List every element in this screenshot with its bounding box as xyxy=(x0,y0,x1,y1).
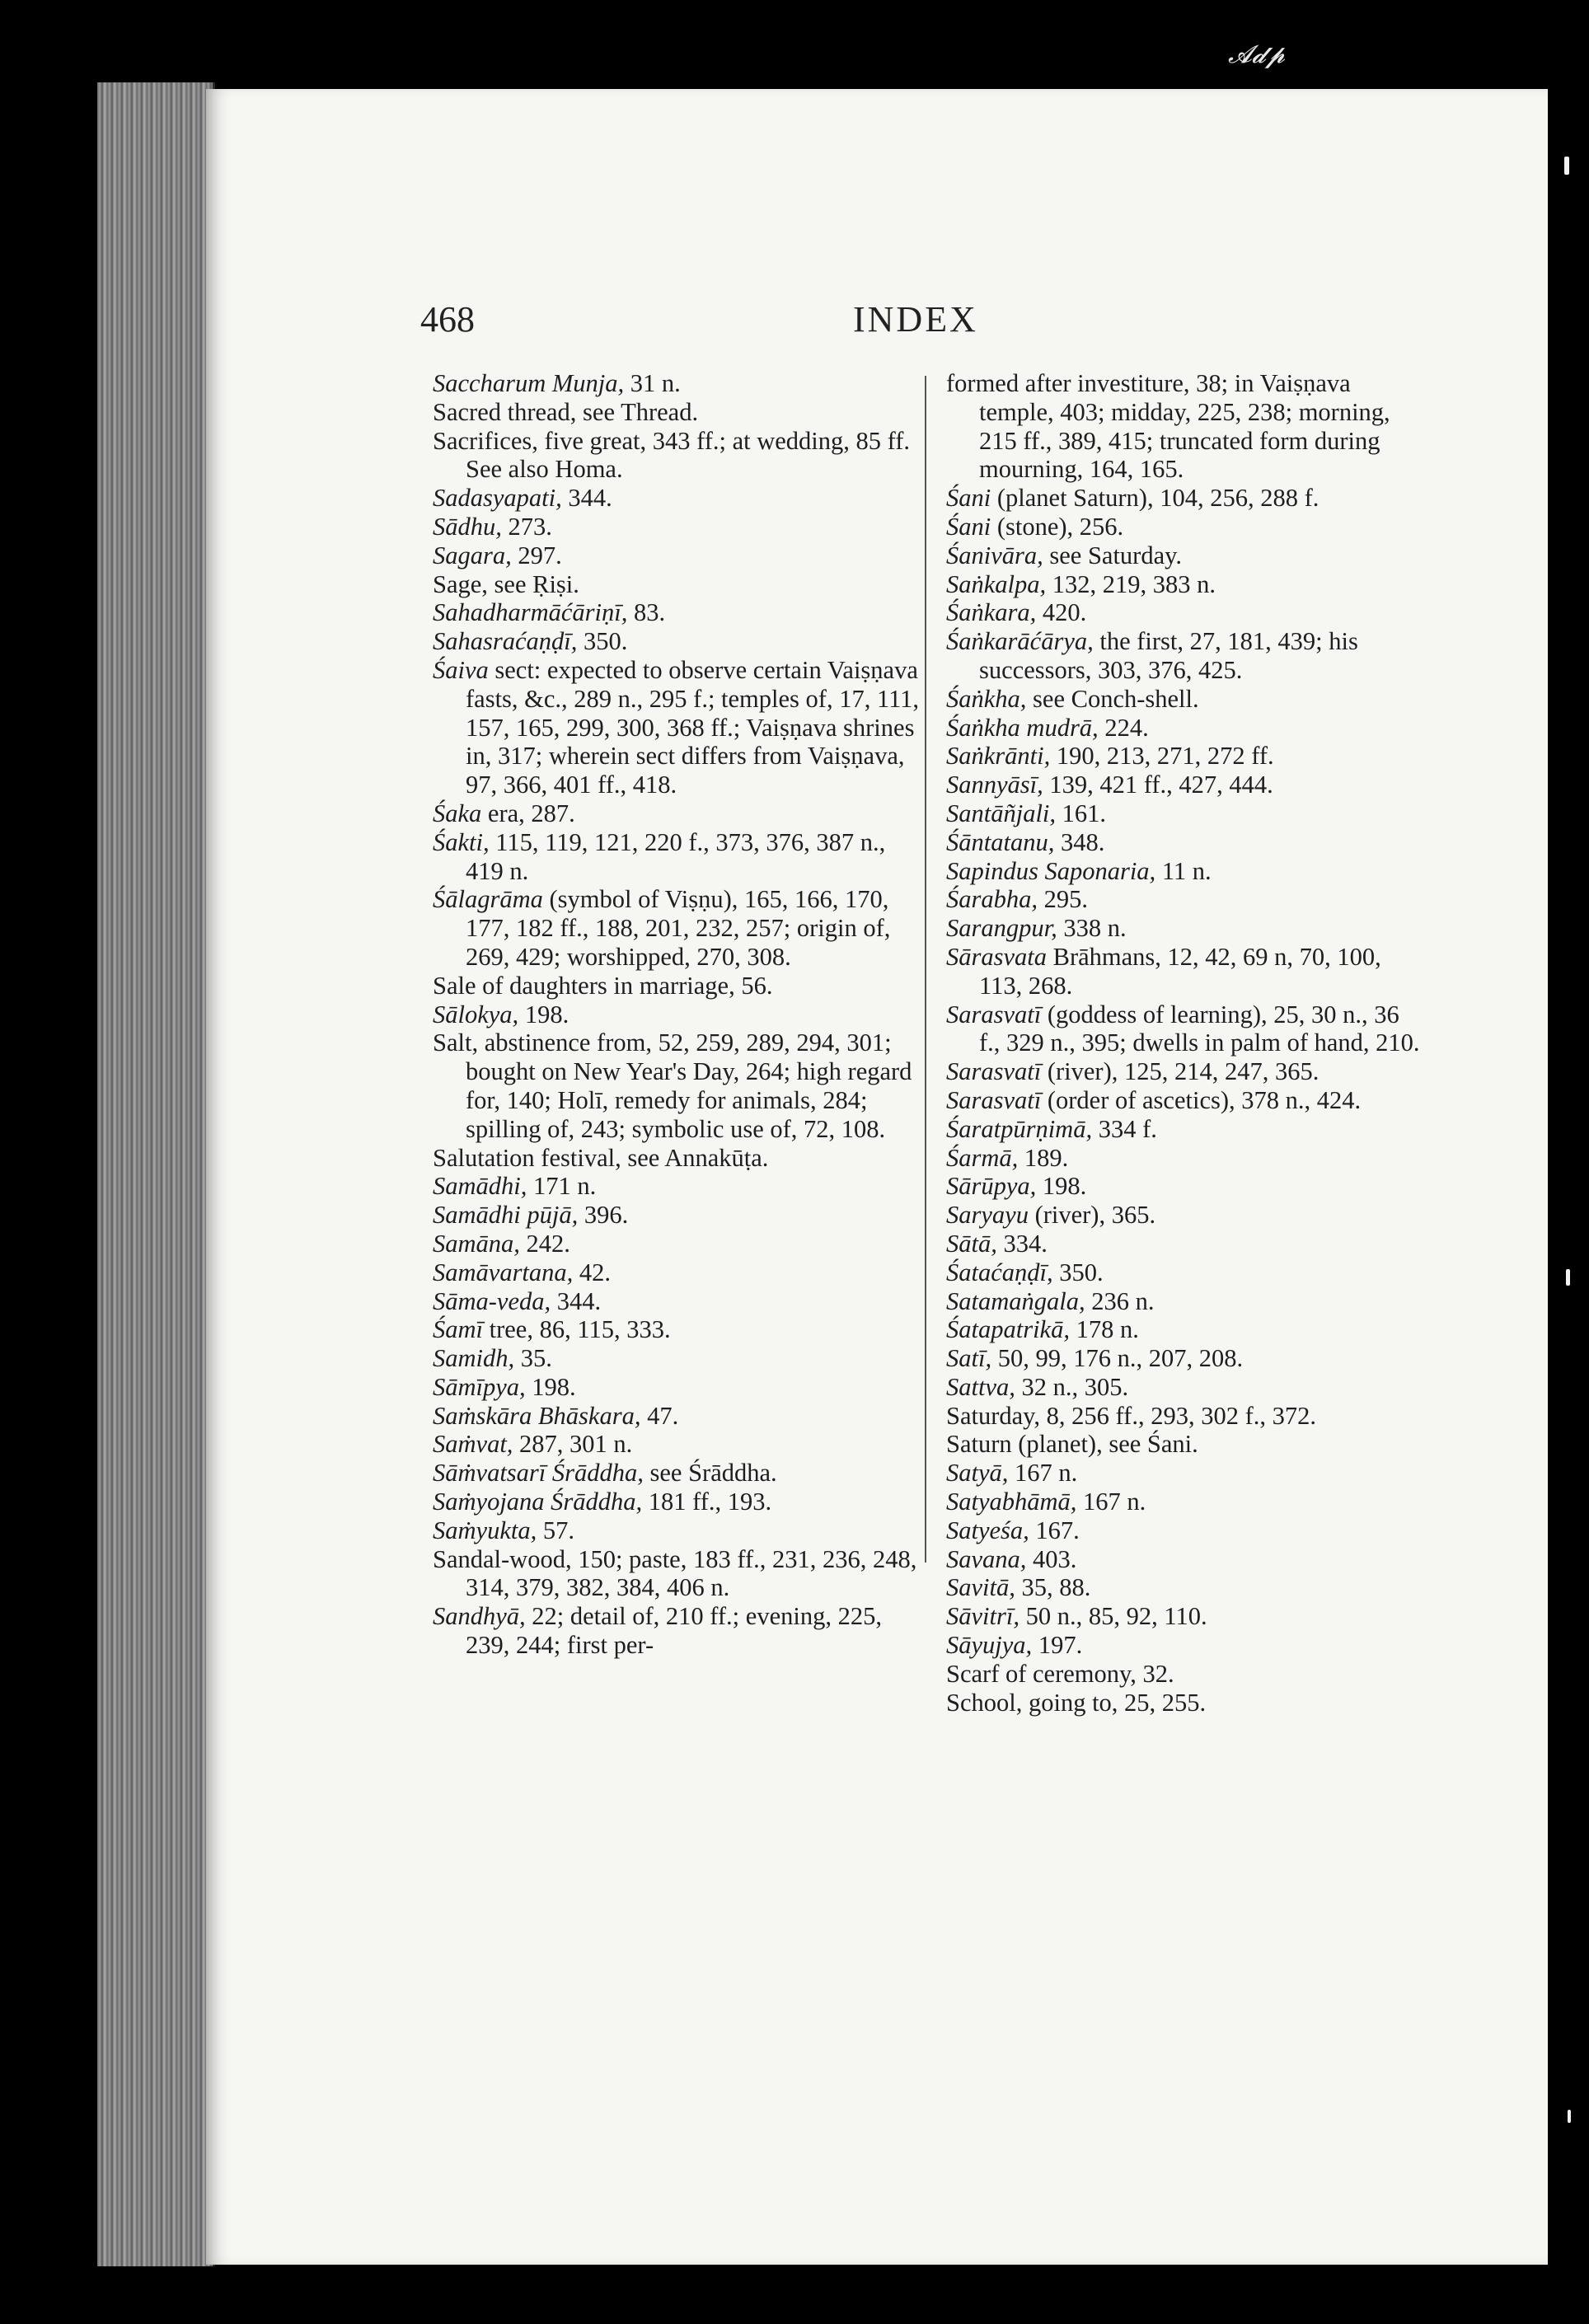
index-locators: 11 n. xyxy=(1155,856,1212,885)
index-entry xyxy=(946,1602,1420,1631)
index-term: Śālagrāma xyxy=(433,885,543,914)
index-term: Śaṅkha mudrā, xyxy=(946,713,1099,742)
index-entry xyxy=(946,1000,1420,1058)
index-locators: 198. xyxy=(1036,1172,1087,1201)
index-entry xyxy=(946,484,1420,513)
index-locators: 161. xyxy=(1056,799,1107,827)
index-entry xyxy=(946,1287,1420,1316)
index-column-left xyxy=(433,369,927,1660)
index-locators: Sale of daughters in marriage, 56. xyxy=(433,971,773,1000)
index-term: Sarasvatī xyxy=(946,1000,1042,1028)
index-term: Satyeśa, xyxy=(946,1516,1029,1544)
index-term: Śarabha, xyxy=(946,885,1038,914)
index-term: Śakti, xyxy=(433,827,490,856)
index-entry xyxy=(433,828,927,886)
index-term: Śataćaṇḍī, xyxy=(946,1258,1053,1286)
index-term: Satyā, xyxy=(946,1459,1009,1488)
index-entry xyxy=(433,427,927,485)
index-locators: Salt, abstinence from, 52, 259, 289, 294, 301; bought on New Year's Day, 264; high regard for, 140; Holī, remedy for animals, 284; spilling of, 243; symbolic use of, 72, 108. xyxy=(433,1028,912,1143)
index-entry xyxy=(946,799,1420,828)
index-locators: 197. xyxy=(1032,1631,1083,1660)
index-locators: 167 n. xyxy=(1008,1459,1078,1488)
index-locators: (river), 365. xyxy=(1028,1201,1156,1230)
index-entry xyxy=(433,1201,927,1230)
index-entry xyxy=(946,857,1420,886)
index-entry xyxy=(433,1545,927,1603)
index-locators: the first, 27, 181, 439; his successors, 303, 376, 425. xyxy=(979,627,1358,684)
index-entry xyxy=(946,369,1420,484)
index-locators: 420. xyxy=(1036,598,1087,627)
index-locators: Scarf of ceremony, 32. xyxy=(946,1659,1174,1688)
index-locators: 273. xyxy=(501,512,552,541)
index-locators: 57. xyxy=(537,1516,574,1544)
index-entry xyxy=(946,914,1420,943)
running-head: INDEX xyxy=(853,299,978,340)
index-term: Śani xyxy=(946,484,991,513)
index-locators: see Śrāddha. xyxy=(643,1459,777,1488)
index-locators: 338 n. xyxy=(1057,914,1127,943)
index-entry xyxy=(946,1086,1420,1115)
index-entry xyxy=(433,1488,927,1516)
index-locators: 224. xyxy=(1098,713,1149,742)
index-entry xyxy=(946,1689,1420,1717)
index-column-right xyxy=(946,369,1420,1717)
index-entry xyxy=(433,1000,927,1029)
index-locators: 35, 88. xyxy=(1015,1573,1091,1602)
index-entry xyxy=(946,1115,1420,1144)
index-entry xyxy=(946,1344,1420,1373)
index-entry xyxy=(946,1459,1420,1488)
index-entry xyxy=(946,685,1420,714)
index-entry xyxy=(433,1430,927,1459)
index-term: Samāna, xyxy=(433,1229,520,1258)
index-locators: 198. xyxy=(525,1372,576,1401)
index-entry xyxy=(946,1573,1420,1602)
index-entry xyxy=(946,1402,1420,1431)
index-term: Sadasyapati, xyxy=(433,484,562,513)
index-locators: 236 n. xyxy=(1085,1286,1155,1315)
index-term: Sātā, xyxy=(946,1229,997,1258)
index-term: Sahasraćaṇḍī, xyxy=(433,627,578,656)
index-locators: 83. xyxy=(627,598,666,627)
index-locators: 190, 213, 271, 272 ff. xyxy=(1050,742,1274,771)
index-entry xyxy=(946,1631,1420,1660)
index-term: Śarmā, xyxy=(946,1143,1019,1172)
index-locators: Sage, see Ṛiṣi. xyxy=(433,569,579,598)
index-entry xyxy=(946,1545,1420,1574)
index-term: Sāmīpya, xyxy=(433,1372,526,1401)
index-entry xyxy=(433,1230,927,1258)
index-locators: 334. xyxy=(996,1229,1048,1258)
index-locators: 242. xyxy=(519,1229,570,1258)
index-entry xyxy=(433,627,927,656)
index-locators: Salutation festival, see Annakūṭa. xyxy=(433,1143,769,1172)
index-entry xyxy=(946,1315,1420,1344)
index-term: Saṁyukta, xyxy=(433,1516,537,1544)
index-term: Saṁvat, xyxy=(433,1430,513,1459)
index-term: Saṅkrānti, xyxy=(946,742,1051,771)
index-entry xyxy=(433,570,927,599)
index-term: Saṁskāra Bhāskara, xyxy=(433,1401,641,1430)
index-entry xyxy=(433,1144,927,1173)
index-locators: Saturday, 8, 256 ff., 293, 302 f., 372. xyxy=(946,1401,1316,1430)
index-entry xyxy=(946,598,1420,627)
index-entry xyxy=(433,1516,927,1545)
index-entry xyxy=(433,1459,927,1488)
index-term: Samāvartana, xyxy=(433,1258,574,1286)
index-entry xyxy=(946,1144,1420,1173)
index-term: Sarasvatī xyxy=(946,1057,1042,1086)
index-entry xyxy=(946,742,1420,771)
index-locators: 350. xyxy=(1052,1258,1104,1286)
scan-speck xyxy=(1566,1269,1570,1286)
index-term: Śani xyxy=(946,512,991,541)
index-entry xyxy=(946,541,1420,570)
index-locators: 132, 219, 383 n. xyxy=(1046,569,1216,598)
page-number: 468 xyxy=(420,299,475,340)
index-entry xyxy=(433,656,927,799)
index-term: Sattva, xyxy=(946,1372,1015,1401)
index-term: Śāntatanu, xyxy=(946,827,1055,856)
index-locators: 287, 301 n. xyxy=(513,1430,633,1459)
index-locators: Brāhmans, 12, 42, 69 n, 70, 100, 113, 268. xyxy=(979,942,1381,1000)
index-locators: (stone), 256. xyxy=(991,512,1124,541)
index-entry xyxy=(433,1315,927,1344)
index-locators: 297. xyxy=(511,541,562,569)
index-term: Satī, xyxy=(946,1344,992,1373)
index-entry xyxy=(946,885,1420,914)
index-locators: 115, 119, 121, 220 f., 373, 376, 387 n., 419 n. xyxy=(466,827,886,885)
index-term: Sannyāsī, xyxy=(946,771,1043,799)
index-entry xyxy=(433,1028,927,1143)
index-term: Śaka xyxy=(433,799,482,827)
index-term: Śaṅkarāćārya, xyxy=(946,627,1094,656)
index-term: Śaṅkara, xyxy=(946,598,1037,627)
index-term: Satamaṅgala, xyxy=(946,1286,1085,1315)
index-term: Sagara, xyxy=(433,541,512,569)
index-entry xyxy=(433,885,927,971)
index-term: Sarangpur, xyxy=(946,914,1057,943)
index-term: Sālokya, xyxy=(433,1000,519,1028)
index-locators: (planet Saturn), 104, 256, 288 f. xyxy=(991,484,1319,513)
index-entry xyxy=(946,1172,1420,1201)
index-term: Samādhi, xyxy=(433,1172,527,1201)
index-locators: see Saturday. xyxy=(1043,541,1183,569)
index-locators: 178 n. xyxy=(1069,1315,1139,1344)
index-locators: era, 287. xyxy=(481,799,575,827)
book-page-edges xyxy=(97,82,215,2266)
index-locators: 22; detail of, 210 ff.; evening, 225, 239, 244; first per- xyxy=(466,1602,882,1660)
index-locators: 171 n. xyxy=(527,1172,597,1201)
index-term: Śaiva xyxy=(433,655,489,684)
index-entry xyxy=(433,484,927,513)
index-entry xyxy=(433,1287,927,1316)
index-entry xyxy=(946,771,1420,799)
index-locators: 139, 421 ff., 427, 444. xyxy=(1043,771,1273,799)
index-entry xyxy=(946,1258,1420,1287)
page-header xyxy=(412,298,1418,348)
index-locators: 344. xyxy=(551,1286,602,1315)
index-term: Sārūpya, xyxy=(946,1172,1037,1201)
index-locators: tree, 86, 115, 333. xyxy=(483,1315,671,1344)
index-term: Śanivāra, xyxy=(946,541,1043,569)
index-locators: sect: expected to observe certain Vaiṣṇava fasts, &c., 289 n., 295 f.; temples of, 17, 111, 157, 165, 299, 300, 368 ff.; Vaiṣṇava shrines in, 317; wherein sect differs from Vaiṣṇava, 97, 366, 401 ff., 418. xyxy=(466,655,920,799)
index-locators: 396. xyxy=(578,1201,629,1230)
index-term: Sāṁvatsarī Śrāddha, xyxy=(433,1459,644,1488)
index-entry xyxy=(433,1172,927,1201)
index-entry xyxy=(946,1057,1420,1086)
index-entry xyxy=(946,1230,1420,1258)
index-term: Sarasvatī xyxy=(946,1085,1042,1114)
index-locators: 403. xyxy=(1026,1544,1077,1573)
scan-speck xyxy=(1564,157,1569,175)
index-term: Sandhyā, xyxy=(433,1602,526,1631)
index-locators: formed after investiture, 38; in Vaiṣṇava temple, 403; midday, 225, 238; morning, 215 ff., 389, 415; truncated form during mourning, 164, 165. xyxy=(946,369,1390,484)
index-entry xyxy=(946,513,1420,541)
index-entry xyxy=(433,1258,927,1287)
index-locators: (river), 125, 214, 247, 365. xyxy=(1041,1057,1319,1086)
index-locators: School, going to, 25, 255. xyxy=(946,1688,1207,1717)
index-term: Saṁyojana Śrāddha, xyxy=(433,1488,643,1516)
index-term: Santāñjali, xyxy=(946,799,1057,827)
index-entry xyxy=(433,598,927,627)
index-entry xyxy=(433,799,927,828)
index-term: Śaratpūrṇimā, xyxy=(946,1114,1093,1143)
index-locators: 32 n., 305. xyxy=(1015,1372,1129,1401)
index-term: Saccharum Munja, xyxy=(433,369,625,397)
index-term: Savitā, xyxy=(946,1573,1015,1602)
index-term: Saṅkalpa, xyxy=(946,569,1047,598)
index-locators: see Conch-shell. xyxy=(1026,684,1199,713)
index-entry xyxy=(433,369,927,398)
index-locators: 167. xyxy=(1029,1516,1080,1544)
index-term: Savana, xyxy=(946,1544,1027,1573)
index-locators: Sacred thread, see Thread. xyxy=(433,397,699,426)
index-term: Satyabhāmā, xyxy=(946,1488,1077,1516)
index-entry xyxy=(946,828,1420,857)
index-locators: 189. xyxy=(1018,1143,1069,1172)
index-term: Sārasvata xyxy=(946,942,1047,971)
index-entry xyxy=(946,943,1420,1000)
scan-speck xyxy=(1568,2110,1571,2123)
index-entry xyxy=(946,714,1420,743)
index-term: Samādhi pūjā, xyxy=(433,1201,579,1230)
index-term: Sāma-veda, xyxy=(433,1286,551,1315)
index-locators: 167 n. xyxy=(1076,1488,1146,1516)
index-entry xyxy=(946,1201,1420,1230)
index-term: Śaṅkha, xyxy=(946,684,1027,713)
index-entry xyxy=(433,1402,927,1431)
index-locators: 42. xyxy=(573,1258,612,1286)
index-locators: 35. xyxy=(514,1344,552,1373)
index-term: Śatapatrikā, xyxy=(946,1315,1070,1344)
index-entry xyxy=(946,1430,1420,1459)
index-locators: (goddess of learning), 25, 30 n., 36 f., 329 n., 395; dwells in palm of hand, 210. xyxy=(979,1000,1420,1057)
index-entry xyxy=(946,1660,1420,1689)
index-entry xyxy=(946,1373,1420,1402)
index-locators: 181 ff., 193. xyxy=(642,1488,772,1516)
index-locators: (symbol of Viṣṇu), 165, 166, 170, 177, 182 ff., 188, 201, 232, 257; origin of, 269, 429; worshipped, 270, 308. xyxy=(466,885,891,971)
index-term: Sādhu, xyxy=(433,512,502,541)
index-locators: Saturn (planet), see Śani. xyxy=(946,1430,1198,1459)
index-entry xyxy=(433,398,927,427)
index-locators: 198. xyxy=(518,1000,570,1028)
index-term: Sāvitrī, xyxy=(946,1602,1019,1631)
index-locators: Sacrifices, five great, 343 ff.; at wedding, 85 ff. See also Homa. xyxy=(433,426,911,484)
index-term: Saryayu xyxy=(946,1201,1029,1230)
index-locators: (order of ascetics), 378 n., 424. xyxy=(1041,1085,1362,1114)
scan-mark: 𝓐𝓭𝓹 xyxy=(1228,41,1286,68)
index-entry xyxy=(433,1602,927,1660)
index-entry xyxy=(433,541,927,570)
index-locators: 295. xyxy=(1038,885,1088,914)
index-term: Sahadharmāćāriṇī, xyxy=(433,598,628,627)
index-locators: 350. xyxy=(577,627,628,656)
index-entry xyxy=(433,972,927,1000)
index-locators: 348. xyxy=(1054,827,1105,856)
index-entry xyxy=(433,1344,927,1373)
index-term: Samidh, xyxy=(433,1344,515,1373)
index-locators: 47. xyxy=(640,1401,679,1430)
index-entry xyxy=(946,570,1420,599)
index-locators: 334 f. xyxy=(1092,1114,1157,1143)
index-term: Śamī xyxy=(433,1315,483,1344)
index-term: Sapindus Saponaria, xyxy=(946,856,1156,885)
index-locators: 50, 99, 176 n., 207, 208. xyxy=(991,1344,1244,1373)
index-entry xyxy=(946,627,1420,685)
index-entry xyxy=(946,1516,1420,1545)
index-locators: 50 n., 85, 92, 110. xyxy=(1019,1602,1207,1631)
index-entry xyxy=(433,513,927,541)
index-entry xyxy=(433,1373,927,1402)
index-term: Sāyujya, xyxy=(946,1631,1033,1660)
index-locators: 344. xyxy=(561,484,612,513)
index-entry xyxy=(946,1488,1420,1516)
index-locators: Sandal-wood, 150; paste, 183 ff., 231, 236, 248, 314, 379, 382, 384, 406 n. xyxy=(433,1544,917,1602)
index-locators: 31 n. xyxy=(624,369,681,397)
